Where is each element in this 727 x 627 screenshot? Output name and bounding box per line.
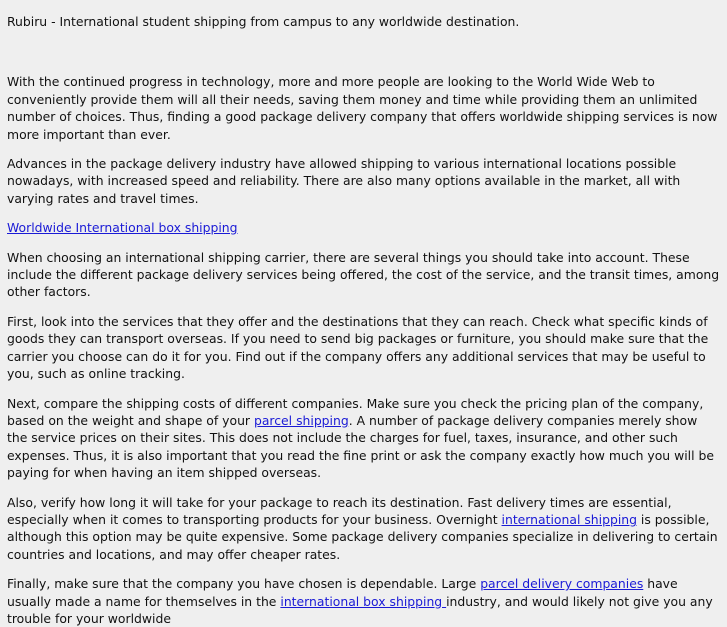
text-segment: is possible, although this option may be quite expensive. Some package delivery companies specialize in delivering to certain countries and locations, and may offer cheaper rates. [7,511,718,562]
paragraph-intro: With the continued progress in technology, more and more people are looking to the World Wide Web to conveniently provide them will all their needs, saving them money and time while providing them an unlimited number of choices. Thus, finding a good package delivery company that offers worldwide shipping services is now more important than ever. [7,74,718,142]
page-title: Rubiru - International student shipping from campus to any worldwide destination. [7,14,520,29]
text-segment: have usually made a name for themselves in the [7,576,678,609]
link-paragraph [7,219,720,236]
paragraph-choosing: When choosing an international shipping carrier, there are several things you should take into account. These include the different package delivery services being offered, the cost of the service, and the transit times, among other factors. [7,249,720,300]
text-segment: Also, verify how long it will take for your package to reach its destination. Fast delivery times are essential, especially when it comes to transporting products for your business. Overnight [7,494,672,527]
paragraph-costs [7,395,720,482]
paragraph-delivery-time [7,494,720,564]
text-segment: Finally, make sure that the company you have chosen is dependable. Large [7,576,481,592]
paragraph-dependable [7,575,720,627]
international-box-shipping-link[interactable]: international box shipping [280,593,447,609]
worldwide-box-shipping-link[interactable]: Worldwide International box shipping [7,220,238,236]
paragraph-advances: Advances in the package delivery industry have allowed shipping to various international locations possible nowadays, with increased speed and reliability. There are also many options available in the market, all with varying rates and travel times. [7,156,681,206]
text-segment: . A number of package delivery companies merely show the service prices on their sites. This does not include the charges for fuel, taxes, insurance, and other such expenses. Thus, it is also important that you read the fine print or ask the company exactly how much you will be paying for when having an item shipped overseas. [7,412,714,481]
text-segment: industry, and would likely not give you any trouble for your worldwide [7,593,713,626]
international-shipping-link[interactable]: international shipping [501,511,637,527]
parcel-shipping-link[interactable]: parcel shipping [253,412,349,428]
text-segment: Next, compare the shipping costs of different companies. Make sure you check the pricing plan of the company, based on the weight and shape of your [7,395,704,428]
parcel-delivery-companies-link[interactable]: parcel delivery companies [480,576,644,592]
paragraph-services: First, look into the services that they offer and the destinations that they can reach. Check what specific kinds of goods they can transport overseas. If you need to send big packages or furniture, you should make sure that the carrier you choose can do it for you. Find out if the company offers any additional services that may be useful to you, such as online tracking. [7,313,709,382]
